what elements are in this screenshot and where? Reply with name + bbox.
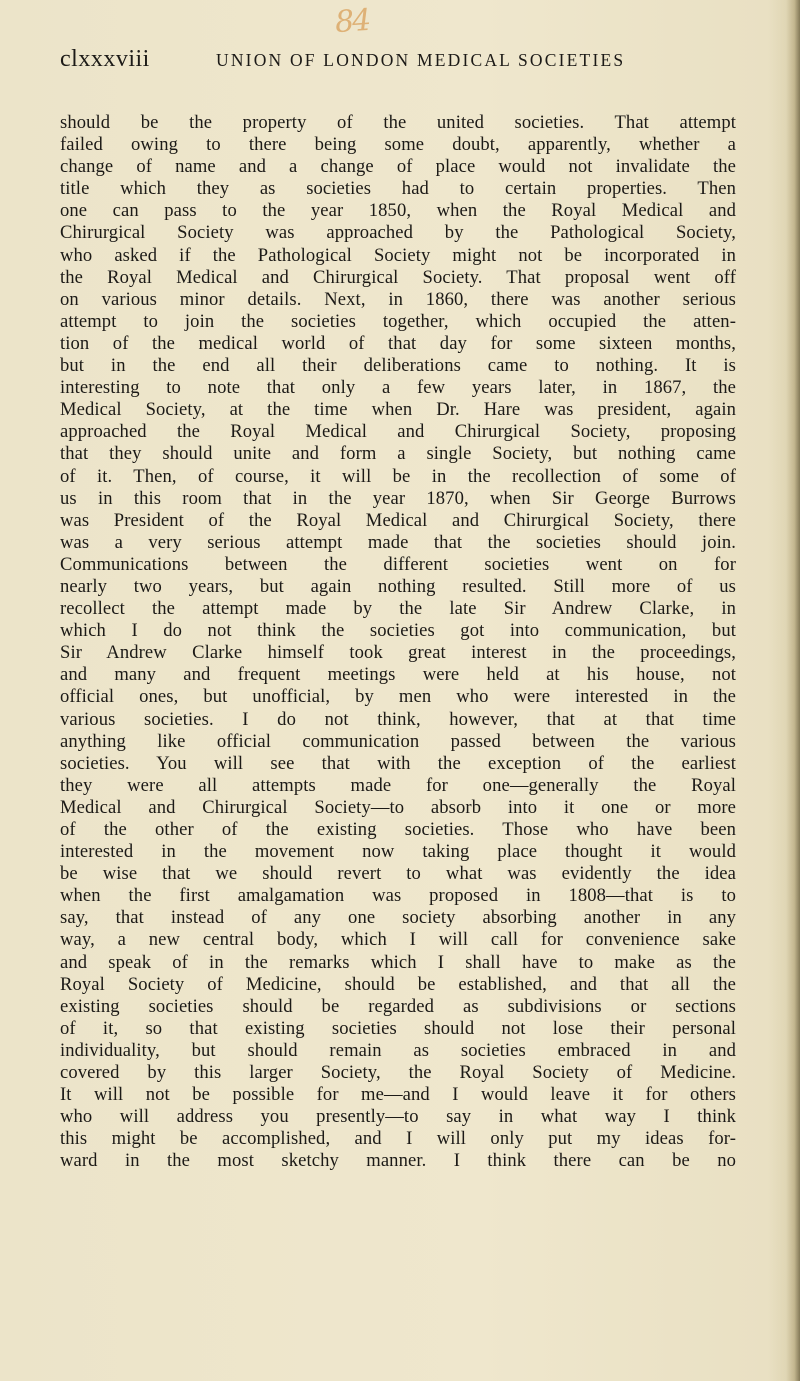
text-line: this might be accomplished, and I will only put my ideas for- (60, 1128, 736, 1150)
running-title: UNION OF LONDON MEDICAL SOCIETIES (216, 50, 626, 70)
text-line: failed owing to there being some doubt, apparently, whether a (60, 134, 736, 156)
text-line: of it, so that existing societies should not lose their personal (60, 1017, 736, 1039)
text-line: interested in the movement now taking place thought it would (60, 841, 736, 863)
text-line: Medical and Chirurgical Society—to absorb into it one or more (60, 796, 736, 818)
text-line: It will not be possible for me—and I would leave it for others (60, 1084, 736, 1106)
text-line: which I do not think the societies got into communication, but (60, 620, 736, 642)
text-line: of it. Then, of course, it will be in the recollection of some of (60, 465, 736, 487)
text-line: official ones, but unofficial, by men who were interested in the (60, 686, 736, 708)
text-line: attempt to join the societies together, which occupied the atten- (60, 310, 736, 332)
text-line: they were all attempts made for one—generally the Royal (60, 774, 736, 796)
text-line: Chirurgical Society was approached by the Pathological Society, (60, 222, 736, 244)
text-line: say, that instead of any one society absorbing another in any (60, 907, 736, 929)
text-line: tion of the medical world of that day for some sixteen months, (60, 332, 736, 354)
text-line: nearly two years, but again nothing resulted. Still more of us (60, 575, 736, 597)
text-line: be wise that we should revert to what was evidently the idea (60, 863, 736, 885)
text-line: societies. You will see that with the exception of the earliest (60, 752, 736, 774)
body-text (60, 112, 736, 1173)
text-line: Medical Society, at the time when Dr. Hare was president, again (60, 399, 736, 421)
text-line: ward in the most sketchy manner. I think there can be no (60, 1150, 736, 1172)
text-line: recollect the attempt made by the late Sir Andrew Clarke, in (60, 598, 736, 620)
text-line: who asked if the Pathological Society might not be incorporated in (60, 244, 736, 266)
text-line: and many and frequent meetings were held at his house, not (60, 664, 736, 686)
pencil-annotation: 84 (333, 2, 371, 41)
text-line: that they should unite and form a single Society, but nothing came (60, 443, 736, 465)
text-line: approached the Royal Medical and Chirurgical Society, proposing (60, 421, 736, 443)
text-line: title which they as societies had to certain properties. Then (60, 178, 736, 200)
text-line: was President of the Royal Medical and Chirurgical Society, there (60, 509, 736, 531)
text-line: covered by this larger Society, the Royal Society of Medicine. (60, 1062, 736, 1084)
text-line: one can pass to the year 1850, when the Royal Medical and (60, 200, 736, 222)
text-line: anything like official communication passed between the various (60, 730, 736, 752)
text-line: and speak of in the remarks which I shall have to make as the (60, 951, 736, 973)
text-line: individuality, but should remain as societies embraced in and (60, 1039, 736, 1061)
text-line: existing societies should be regarded as subdivisions or sections (60, 995, 736, 1017)
text-line: on various minor details. Next, in 1860, there was another serious (60, 288, 736, 310)
text-line: us in this room that in the year 1870, when Sir George Burrows (60, 487, 736, 509)
text-line: of the other of the existing societies. Those who have been (60, 819, 736, 840)
text-line: Sir Andrew Clarke himself took great interest in the proceedings, (60, 642, 736, 664)
page-number: clxxxviii (60, 46, 150, 72)
text-line: Communications between the different societies went on for (60, 553, 736, 575)
text-line: change of name and a change of place would not invalidate the (60, 156, 736, 178)
text-line: way, a new central body, which I will call for convenience sake (60, 929, 736, 951)
text-line: but in the end all their deliberations came to nothing. It is (60, 355, 736, 377)
text-line: interesting to note that only a few years later, in 1867, the (60, 377, 736, 399)
running-head (60, 46, 740, 74)
text-line: was a very serious attempt made that the societies should join. (60, 531, 736, 553)
text-line: when the first amalgamation was proposed in 1808—that is to (60, 885, 736, 907)
text-line: should be the property of the united societies. That attempt (60, 112, 736, 133)
text-line: the Royal Medical and Chirurgical Society. That proposal went off (60, 266, 736, 288)
text-line: who will address you presently—to say in what way I think (60, 1106, 736, 1128)
page-edge-shadow (786, 0, 800, 1381)
text-line: various societies. I do not think, however, that at that time (60, 708, 736, 730)
text-line: Royal Society of Medicine, should be established, and that all the (60, 973, 736, 995)
